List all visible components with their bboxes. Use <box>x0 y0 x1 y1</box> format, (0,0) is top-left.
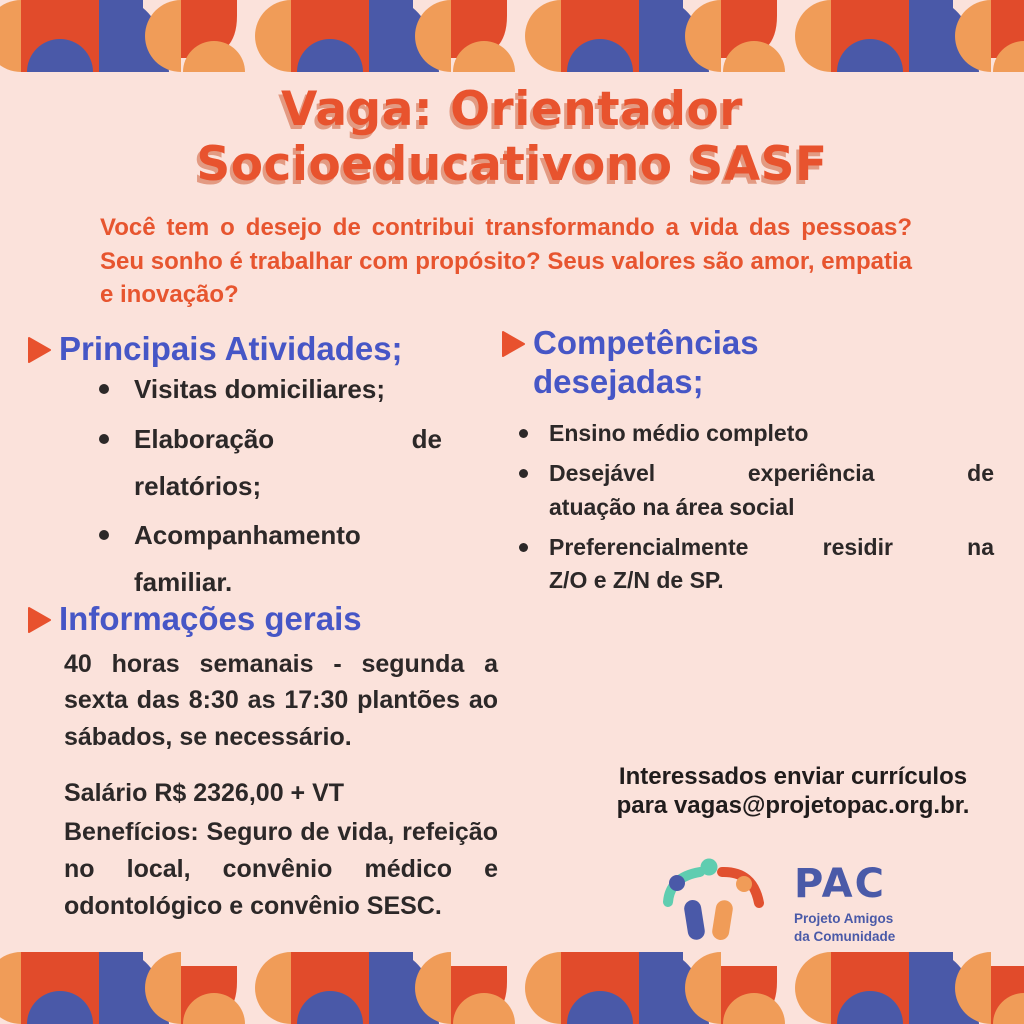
contact-info <box>570 763 1016 821</box>
list-item: Elaboração de relatórios; <box>96 416 442 510</box>
list-item: Acompanhamento familiar. <box>96 512 442 606</box>
pac-subtitle <box>794 910 895 945</box>
pac-name: PAC <box>794 861 886 907</box>
top-geometric-border <box>0 0 1024 72</box>
competencias-list <box>516 417 994 605</box>
informacoes-heading: Informações gerais <box>59 600 362 637</box>
triangle-bullet-icon <box>28 607 51 633</box>
atividades-list <box>96 366 442 609</box>
beneficios-text: Benefícios: Seguro de vida, refeição no local, convênio médico e odontológico e convênio SESC. <box>64 818 498 920</box>
page-title-line1: Vaga: Orientador <box>281 82 743 137</box>
list-item: Visitas domiciliares; <box>96 366 442 413</box>
bottom-geometric-border <box>0 952 1024 1024</box>
triangle-bullet-icon <box>502 331 525 357</box>
informacoes-paragraph: 40 horas semanais - segunda a sexta das 8:30 as 17:30 plantões ao sábados, se necessário. <box>64 650 498 751</box>
triangle-bullet-icon <box>28 337 51 363</box>
section-heading-informacoes <box>28 600 362 639</box>
list-item: Preferencialmente residir na Z/O e Z/N de SP. <box>516 531 994 598</box>
section-heading-competencias <box>502 324 832 402</box>
contact-email-line: para vagas@projetopac.org.br. <box>616 791 970 819</box>
pac-wordmark <box>794 861 896 945</box>
atividades-heading: Principais Atividades; <box>59 330 403 367</box>
three-people-embrace-icon <box>652 856 782 956</box>
salario-text: Salário R$ 2326,00 + VT <box>64 779 345 807</box>
list-item: Ensino médio completo <box>516 417 994 450</box>
intro-paragraph: Você tem o desejo de contribui transformando a vida das pessoas? Seu sonho é trabalhar com propósito? Seus valores são amor, empatia e inovação? <box>100 214 912 309</box>
pac-subtitle-line1: Projeto Amigos <box>794 911 894 926</box>
list-item: Desejável experiência de atuação na área social <box>516 457 994 524</box>
contact-line1: Interessados enviar currículos <box>618 763 968 790</box>
pac-logo <box>652 856 932 960</box>
competencias-heading: Competências desejadas; <box>533 324 759 400</box>
section-heading-atividades <box>28 330 403 369</box>
page-title <box>0 82 1024 192</box>
page-title-line2: Socioeducativono SASF <box>196 136 828 192</box>
pac-subtitle-line2: da Comunidade <box>794 928 896 944</box>
